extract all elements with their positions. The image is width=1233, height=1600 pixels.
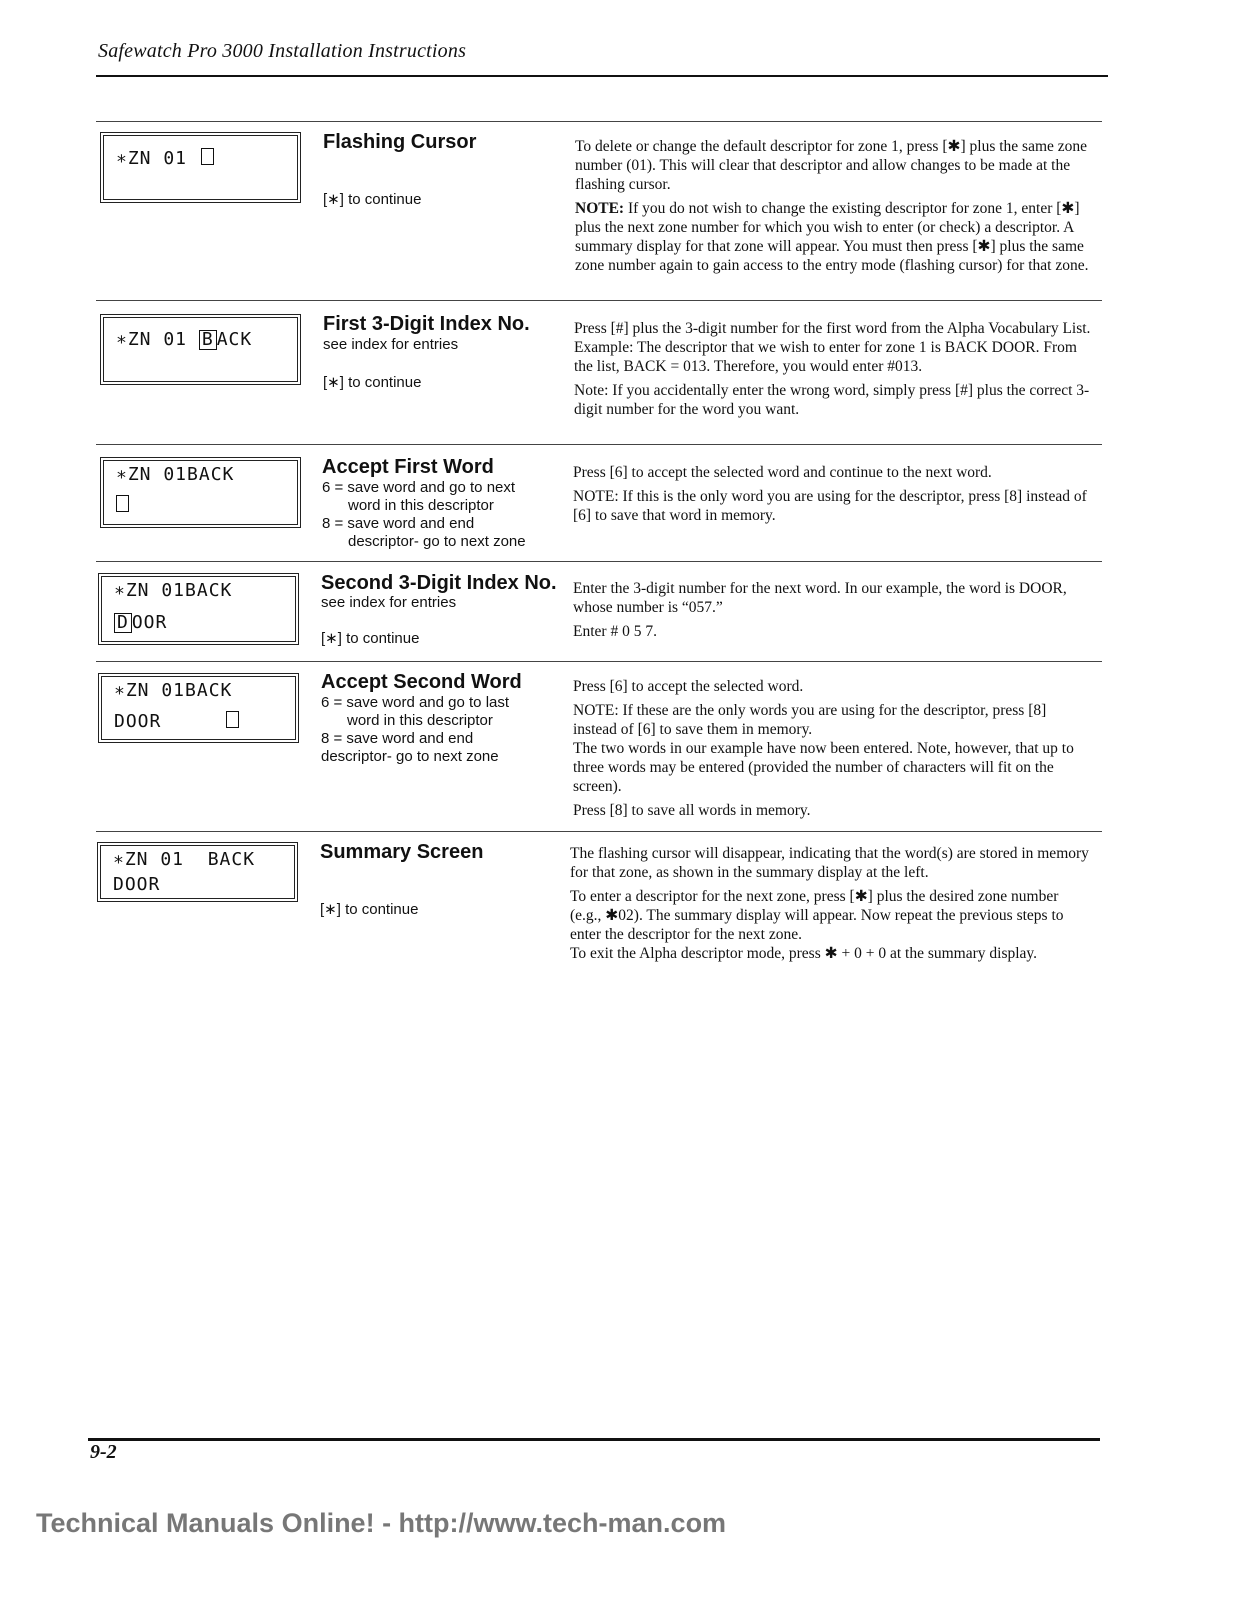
step-description [570,844,1090,968]
step-title: Second 3-Digit Index No. [321,572,557,594]
instruction-line: 6 = save word and go to next [322,479,516,496]
step-description [573,579,1093,646]
step-instructions [321,694,509,766]
description-paragraph: Press [6] to accept the selected word and continue to the next word. [573,464,992,481]
lcd-line-2 [116,495,129,516]
continue-hint: [∗] to continue [323,374,422,391]
step-description [574,319,1094,424]
step-description [573,463,1093,530]
description-paragraph: The two words in our example have now been entered. Note, however, that up to three words may be entered (provided the number of characters will fit on the screen). [573,740,1074,795]
description-paragraph: To exit the Alpha descriptor mode, press ✱ + 0 + 0 at the summary display. [570,945,1038,962]
instruction-line: descriptor- go to next zone [321,748,499,765]
step-title: Summary Screen [320,841,484,863]
description-paragraph: Press [8] to save all words in memory. [573,802,811,819]
lcd-display-first-index [103,317,298,382]
lcd-display-flashing-cursor [103,135,298,200]
step-description [573,677,1093,825]
instruction-line: 6 = save word and go to last [321,694,510,711]
header-rule [96,75,1108,77]
lcd-line-2: DOOR [114,711,239,732]
page-number: 9-2 [90,1441,117,1463]
lcd-display-summary [100,845,295,899]
instruction-line: see index for entries [321,594,457,611]
description-paragraph: NOTE: If these are the only words you are using for the descriptor, press [8] instead of [6] to save them in memory. [573,702,1047,738]
row-divider [96,444,1102,445]
lcd-line-2: D OOR [114,612,167,633]
lcd-line-2: DOOR [113,874,161,895]
description-paragraph: Enter # 0 5 7. [573,623,657,640]
step-instructions [321,594,456,648]
continue-hint: [∗] to continue [321,630,420,647]
lcd-display-accept-first [103,460,298,525]
description-paragraph: Press [#] plus the 3-digit number for the first word from the Alpha Vocabulary List. Example: The descriptor that we wish to enter for zone 1 is BACK DOOR. From the list, BACK = 013. Therefore, you would enter #013. [574,320,1091,375]
instruction-line: 8 = save word and end [321,730,474,747]
lcd-line-1: ∗ZN 01 BACK [113,849,256,870]
row-divider [96,831,1102,832]
description-paragraph: Press [6] to accept the selected word. [573,678,804,695]
flashing-cursor-icon [116,495,129,512]
step-description [575,137,1095,280]
instruction-line: descriptor- go to next zone [348,533,526,550]
instruction-line: 8 = save word and end [322,515,475,532]
row-divider [96,300,1102,301]
row-divider [96,121,1102,122]
step-title: Flashing Cursor [323,131,477,153]
cursor-character: B [199,330,217,350]
instruction-line: see index for entries [323,336,459,353]
lcd-display-second-index [101,576,296,642]
step-instructions [323,191,421,209]
lcd-line-1: ∗ZN 01 [116,148,214,169]
step-title: First 3-Digit Index No. [323,313,530,335]
lcd-line-1: ∗ZN 01BACK [114,680,233,701]
step-instructions [320,901,418,919]
note-paragraph: NOTE: If you do not wish to change the existing descriptor for zone 1, enter [✱] plus the next zone number for which you wish to enter (or check) a descriptor. A summary display for that zone will appear. You must then press [✱] plus the same zone number again to gain access to the entry mode (flashing cursor) for that zone. [575,200,1089,274]
lcd-line-1: ∗ZN 01BACK [116,464,235,485]
description-paragraph: Enter the 3-digit number for the next word. In our example, the word is DOOR, whose number is “057.” [573,580,1067,616]
step-title: Accept First Word [322,456,494,478]
row-divider [96,661,1102,662]
step-instructions [322,479,526,551]
continue-hint: [∗] to continue [320,901,419,918]
continue-hint: [∗] to continue [323,191,422,208]
flashing-cursor-icon [201,148,214,165]
lcd-line-1: ∗ZN 01BACK [114,580,233,601]
lcd-line-1: ∗ZN 01 B ACK [116,329,253,350]
description-paragraph: The flashing cursor will disappear, indicating that the word(s) are stored in memory for that zone, as shown in the summary display at the left. [570,845,1089,881]
description-paragraph: Note: If you accidentally enter the wrong word, simply press [#] plus the correct 3-digit number for the word you want. [574,382,1090,418]
instruction-line: word in this descriptor [347,712,493,729]
description-paragraph: To enter a descriptor for the next zone, press [✱] plus the desired zone number (e.g., ✱02). The summary display will appear. Now repeat the previous steps to enter the descriptor for the next zone. [570,888,1064,943]
description-paragraph: NOTE: If this is the only word you are using for the descriptor, press [8] instead of [6] to save that word in memory. [573,488,1087,524]
step-title: Accept Second Word [321,671,522,693]
cursor-character: D [114,613,132,633]
lcd-display-accept-second [101,676,296,740]
description-paragraph: To delete or change the default descriptor for zone 1, press [✱] plus the same zone number (01). This will clear that descriptor and allow changes to be made at the flashing cursor. [575,138,1088,193]
instruction-line: word in this descriptor [348,497,494,514]
row-divider [96,561,1102,562]
flashing-cursor-icon [226,711,239,728]
note-label: NOTE: [575,200,625,217]
step-instructions [323,336,458,392]
document-header-title: Safewatch Pro 3000 Installation Instructions [98,40,467,62]
footer-watermark: Technical Manuals Online! - http://www.tech-man.com [36,1508,727,1538]
footer-rule [88,1438,1100,1441]
